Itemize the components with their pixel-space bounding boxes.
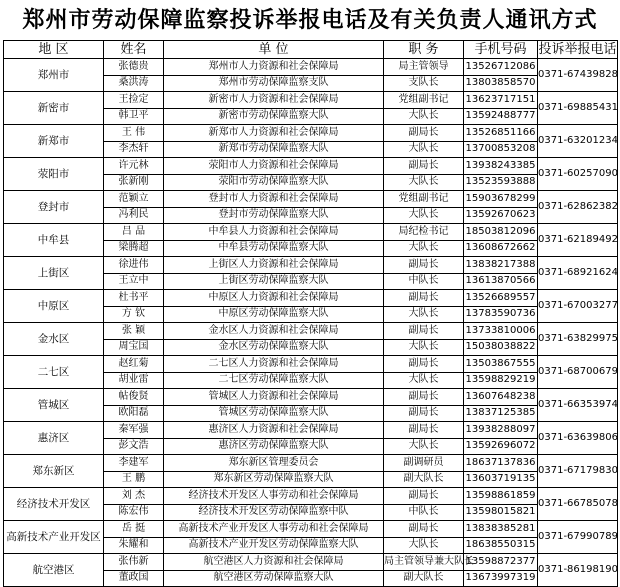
mobile-cell: 13700853208 (464, 141, 538, 158)
position-cell: 副局长 (384, 389, 464, 406)
unit-cell: 金水区劳动保障监察大队 (164, 339, 384, 356)
table-row (4, 389, 618, 406)
hotline-cell: 0371-66785078 (538, 488, 618, 521)
table-row (4, 323, 618, 340)
unit-cell: 中牟县劳动保障监察大队 (164, 240, 384, 257)
mobile-cell: 13837125385 (464, 405, 538, 422)
name-cell: 王 伟 (104, 125, 164, 142)
district-cell: 中牟县 (4, 224, 104, 257)
table-row (4, 290, 618, 307)
position-cell: 大队长 (384, 339, 464, 356)
position-cell: 大队长 (384, 240, 464, 257)
district-cell: 上街区 (4, 257, 104, 290)
mobile-cell: 13598872377 (464, 554, 538, 571)
unit-cell: 荥阳市劳动保障监察大队 (164, 174, 384, 191)
unit-cell: 惠济区人力资源和社会保障局 (164, 422, 384, 439)
name-cell: 朱耀和 (104, 537, 164, 554)
table-row (4, 59, 618, 76)
unit-cell: 二七区人力资源和社会保障局 (164, 356, 384, 373)
district-cell: 新郑市 (4, 125, 104, 158)
hotline-cell: 0371-67990789 (538, 521, 618, 554)
position-cell: 党组副书记 (384, 92, 464, 109)
table-row (4, 92, 618, 109)
hotline-cell: 0371-69885431 (538, 92, 618, 125)
unit-cell: 经济技术开发区人事劳动和社会保障局 (164, 488, 384, 505)
name-cell: 王 鹏 (104, 471, 164, 488)
mobile-cell: 13592488777 (464, 108, 538, 125)
unit-cell: 中牟县人力资源和社会保障局 (164, 224, 384, 241)
mobile-cell: 13838385281 (464, 521, 538, 538)
mobile-cell: 13607648238 (464, 389, 538, 406)
hotline-cell: 0371-60257090 (538, 158, 618, 191)
header-unit: 单 位 (164, 41, 384, 59)
unit-cell: 新密市人力资源和社会保障局 (164, 92, 384, 109)
name-cell: 韩卫平 (104, 108, 164, 125)
name-cell: 董政国 (104, 570, 164, 587)
mobile-cell: 13673997319 (464, 570, 538, 587)
name-cell: 刘 杰 (104, 488, 164, 505)
unit-cell: 新郑市劳动保障监察大队 (164, 141, 384, 158)
district-cell: 金水区 (4, 323, 104, 356)
name-cell: 秦军强 (104, 422, 164, 439)
position-cell: 大队长 (384, 108, 464, 125)
hotline-cell: 0371-86198190 (538, 554, 618, 587)
unit-cell: 上街区劳动保障监察大队 (164, 273, 384, 290)
unit-cell: 上街区人力资源和社会保障局 (164, 257, 384, 274)
position-cell: 大队长 (384, 306, 464, 323)
mobile-cell: 13526689557 (464, 290, 538, 307)
table-row (4, 356, 618, 373)
table-row (4, 422, 618, 439)
district-cell: 管城区 (4, 389, 104, 422)
name-cell: 冯利民 (104, 207, 164, 224)
hotline-cell: 0371-63829975 (538, 323, 618, 356)
position-cell: 局主管领导兼大队长 (384, 554, 464, 571)
mobile-cell: 13613870566 (464, 273, 538, 290)
table-row (4, 125, 618, 142)
mobile-cell: 13733810006 (464, 323, 538, 340)
mobile-cell: 13526851166 (464, 125, 538, 142)
name-cell: 杜书平 (104, 290, 164, 307)
unit-cell: 金水区人力资源和社会保障局 (164, 323, 384, 340)
unit-cell: 中原区人力资源和社会保障局 (164, 290, 384, 307)
unit-cell: 荥阳市人力资源和社会保障局 (164, 158, 384, 175)
position-cell: 大队长 (384, 141, 464, 158)
position-cell: 党组副书记 (384, 191, 464, 208)
position-cell: 副局长 (384, 405, 464, 422)
mobile-cell: 13503867555 (464, 356, 538, 373)
table-row (4, 488, 618, 505)
mobile-cell: 13623717151 (464, 92, 538, 109)
header-hotline: 投诉举报电话 (538, 41, 617, 57)
hotline-cell: 0371-68700679 (538, 356, 618, 389)
district-cell: 郑州市 (4, 59, 104, 92)
hotline-cell: 0371-66353974 (538, 389, 618, 422)
mobile-cell: 13838217388 (464, 257, 538, 274)
unit-cell: 高新技术产业开发区劳动保障监察大队 (164, 537, 384, 554)
district-cell: 郑东新区 (4, 455, 104, 488)
district-cell: 航空港区 (4, 554, 104, 587)
mobile-cell: 13938243385 (464, 158, 538, 175)
name-cell: 许元林 (104, 158, 164, 175)
name-cell: 王立中 (104, 273, 164, 290)
unit-cell: 郑州市劳动保障监察支队 (164, 75, 384, 92)
name-cell: 吕 品 (104, 224, 164, 241)
position-cell: 局主管领导 (384, 59, 464, 76)
table-row (4, 224, 618, 241)
table-row (4, 158, 618, 175)
mobile-cell: 13598861859 (464, 488, 538, 505)
district-cell: 荥阳市 (4, 158, 104, 191)
name-cell: 赵红菊 (104, 356, 164, 373)
unit-cell: 管城区劳动保障监察大队 (164, 405, 384, 422)
name-cell: 欧阳磊 (104, 405, 164, 422)
position-cell: 副大队长 (384, 570, 464, 587)
unit-cell: 中原区劳动保障监察大队 (164, 306, 384, 323)
name-cell: 胡业雷 (104, 372, 164, 389)
contact-table (3, 40, 618, 587)
name-cell: 张 颖 (104, 323, 164, 340)
hotline-cell: 0371-67003277 (538, 290, 618, 323)
name-cell: 张德贵 (104, 59, 164, 76)
table-row (4, 554, 618, 571)
position-cell: 副调研员 (384, 455, 464, 472)
unit-cell: 郑东新区劳动保障监察大队 (164, 471, 384, 488)
name-cell: 彭文浩 (104, 438, 164, 455)
name-cell: 周宝国 (104, 339, 164, 356)
hotline-cell: 0371-62862382 (538, 191, 618, 224)
name-cell: 徐进伟 (104, 257, 164, 274)
name-cell: 李杰轩 (104, 141, 164, 158)
mobile-cell: 18637137836 (464, 455, 538, 472)
header-mobile: 手机号码 (464, 41, 538, 59)
district-cell: 经济技术开发区 (4, 488, 104, 521)
position-cell: 副局长 (384, 290, 464, 307)
mobile-cell: 13783590736 (464, 306, 538, 323)
name-cell: 范颖立 (104, 191, 164, 208)
hotline-cell: 0371-62189492 (538, 224, 618, 257)
header-name: 姓名 (104, 41, 164, 59)
hotline-cell: 0371-67439828 (538, 59, 618, 92)
mobile-cell: 13938288097 (464, 422, 538, 439)
unit-cell: 登封市人力资源和社会保障局 (164, 191, 384, 208)
position-cell: 副大队长 (384, 471, 464, 488)
position-cell: 局纪检书记 (384, 224, 464, 241)
header-district: 地 区 (4, 41, 104, 59)
name-cell: 陈宏伟 (104, 504, 164, 521)
position-cell: 大队长 (384, 174, 464, 191)
unit-cell: 新郑市人力资源和社会保障局 (164, 125, 384, 142)
name-cell: 方 钦 (104, 306, 164, 323)
unit-cell: 登封市劳动保障监察大队 (164, 207, 384, 224)
table-body (4, 59, 618, 587)
district-cell: 二七区 (4, 356, 104, 389)
name-cell: 梁腾超 (104, 240, 164, 257)
position-cell: 支队长 (384, 75, 464, 92)
district-cell: 惠济区 (4, 422, 104, 455)
name-cell: 桑洪涛 (104, 75, 164, 92)
district-cell: 新密市 (4, 92, 104, 125)
position-cell: 中队长 (384, 504, 464, 521)
header-row (4, 41, 618, 59)
name-cell: 王捡定 (104, 92, 164, 109)
mobile-cell: 13592696072 (464, 438, 538, 455)
mobile-cell: 13803858570 (464, 75, 538, 92)
hotline-cell: 0371-63639806 (538, 422, 618, 455)
unit-cell: 管城区人力资源和社会保障局 (164, 389, 384, 406)
mobile-cell: 15038038822 (464, 339, 538, 356)
position-cell: 副局长 (384, 356, 464, 373)
position-cell: 副局长 (384, 125, 464, 142)
position-cell: 副局长 (384, 158, 464, 175)
page-title: 郑州市劳动保障监察投诉举报电话及有关负责人通讯方式 (22, 7, 598, 33)
name-cell: 岳 挺 (104, 521, 164, 538)
name-cell: 李建军 (104, 455, 164, 472)
position-cell: 副局长 (384, 488, 464, 505)
position-cell: 副局长 (384, 323, 464, 340)
hotline-cell: 0371-63201234 (538, 125, 618, 158)
unit-cell: 航空港区人力资源和社会保障局 (164, 554, 384, 571)
mobile-cell: 15903678299 (464, 191, 538, 208)
position-cell: 大队长 (384, 438, 464, 455)
unit-cell: 经济技术开发区劳动保障监察中队 (164, 504, 384, 521)
name-cell: 张伟新 (104, 554, 164, 571)
district-cell: 中原区 (4, 290, 104, 323)
name-cell: 张新刚 (104, 174, 164, 191)
unit-cell: 郑州市人力资源和社会保障局 (164, 59, 384, 76)
position-cell: 副局长 (384, 422, 464, 439)
hotline-cell: 0371-68921624 (538, 257, 618, 290)
mobile-cell: 13603719135 (464, 471, 538, 488)
position-cell: 副局长 (384, 521, 464, 538)
name-cell: 帖俊贤 (104, 389, 164, 406)
table-row (4, 257, 618, 274)
mobile-cell: 13526712086 (464, 59, 538, 76)
unit-cell: 惠济区劳动保障监察大队 (164, 438, 384, 455)
position-cell: 中队长 (384, 273, 464, 290)
unit-cell: 高新技术产业开发区人事劳动和社会保障局 (164, 521, 384, 538)
unit-cell: 二七区劳动保障监察大队 (164, 372, 384, 389)
header-position: 职 务 (384, 41, 464, 59)
position-cell: 大队长 (384, 537, 464, 554)
mobile-cell: 13598829219 (464, 372, 538, 389)
position-cell: 大队长 (384, 372, 464, 389)
position-cell: 副局长 (384, 257, 464, 274)
table-row (4, 455, 618, 472)
mobile-cell: 13523593888 (464, 174, 538, 191)
district-cell: 登封市 (4, 191, 104, 224)
mobile-cell: 13608672662 (464, 240, 538, 257)
mobile-cell: 13598015821 (464, 504, 538, 521)
mobile-cell: 18638550315 (464, 537, 538, 554)
mobile-cell: 18503812096 (464, 224, 538, 241)
unit-cell: 航空港区劳动保障监察大队 (164, 570, 384, 587)
table-row (4, 521, 618, 538)
table-row (4, 191, 618, 208)
hotline-cell: 0371-67179830 (538, 455, 618, 488)
unit-cell: 新密市劳动保障监察大队 (164, 108, 384, 125)
district-cell: 高新技术产业开发区 (4, 521, 104, 554)
mobile-cell: 13592670623 (464, 207, 538, 224)
position-cell: 大队长 (384, 207, 464, 224)
unit-cell: 郑东新区管理委员会 (164, 455, 384, 472)
